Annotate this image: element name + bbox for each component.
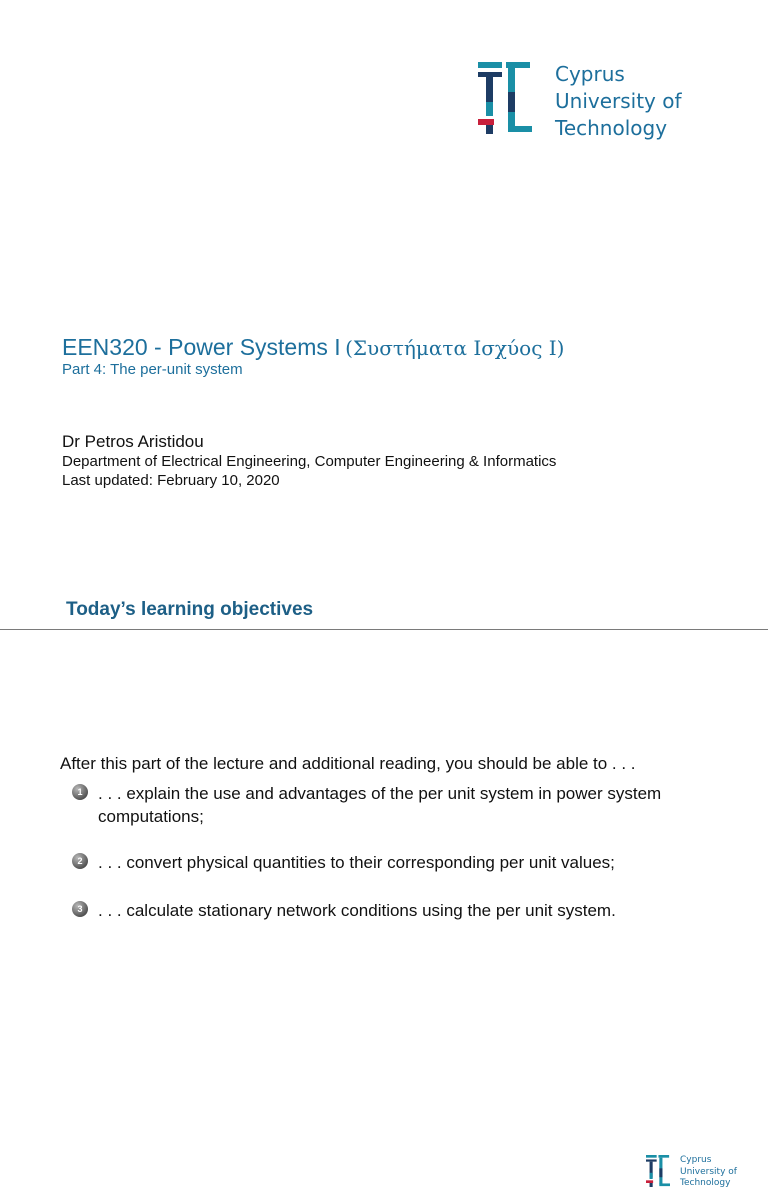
- logo-line-1: Cyprus: [555, 62, 625, 86]
- numbered-bullet-icon: 2: [72, 853, 88, 869]
- cut-logo-small: [646, 1155, 756, 1195]
- logo-line-2: University of: [555, 89, 682, 113]
- cut-logo-mark-small-icon: [646, 1155, 670, 1187]
- objectives-slide: [0, 570, 768, 1188]
- course-title-greek: (Συστήματα Ισχύος Ι): [345, 336, 565, 360]
- objective-text: . . . calculate stationary network conditions using the per unit system.: [98, 901, 616, 920]
- logo-wordmark: [555, 61, 682, 142]
- header-divider: [0, 629, 768, 630]
- numbered-bullet-icon: 1: [72, 784, 88, 800]
- author-name: Dr Petros Aristidou: [62, 432, 204, 451]
- objective-text: . . . convert physical quantities to their corresponding per unit values;: [98, 853, 615, 872]
- last-updated: Last updated: February 10, 2020: [62, 472, 280, 489]
- lecture-subtitle: Part 4: The per-unit system: [62, 361, 243, 378]
- title-slide: [0, 0, 768, 570]
- objective-item: [72, 851, 712, 876]
- logo-small-line-2: University of: [680, 1166, 737, 1177]
- objective-item: [72, 899, 712, 924]
- objective-text: . . . explain the use and advantages of the per unit system in power system computations;: [98, 784, 662, 826]
- cut-logo: [478, 62, 708, 152]
- cut-logo-mark-icon: [478, 62, 532, 134]
- numbered-bullet-icon: 3: [72, 901, 88, 917]
- objective-item: [72, 782, 712, 832]
- logo-small-line-1: Cyprus: [680, 1155, 712, 1165]
- objectives-intro: After this part of the lecture and additional reading, you should be able to . . .: [60, 754, 636, 773]
- logo-small-line-3: Technology: [680, 1178, 731, 1188]
- course-title-main: EEN320 - Power Systems I: [62, 334, 341, 360]
- department: Department of Electrical Engineering, Computer Engineering & Informatics: [62, 453, 557, 470]
- course-title: [62, 334, 564, 361]
- logo-line-3: Technology: [555, 116, 668, 140]
- logo-wordmark-small: [680, 1155, 737, 1190]
- slide-title: Today’s learning objectives: [66, 599, 314, 620]
